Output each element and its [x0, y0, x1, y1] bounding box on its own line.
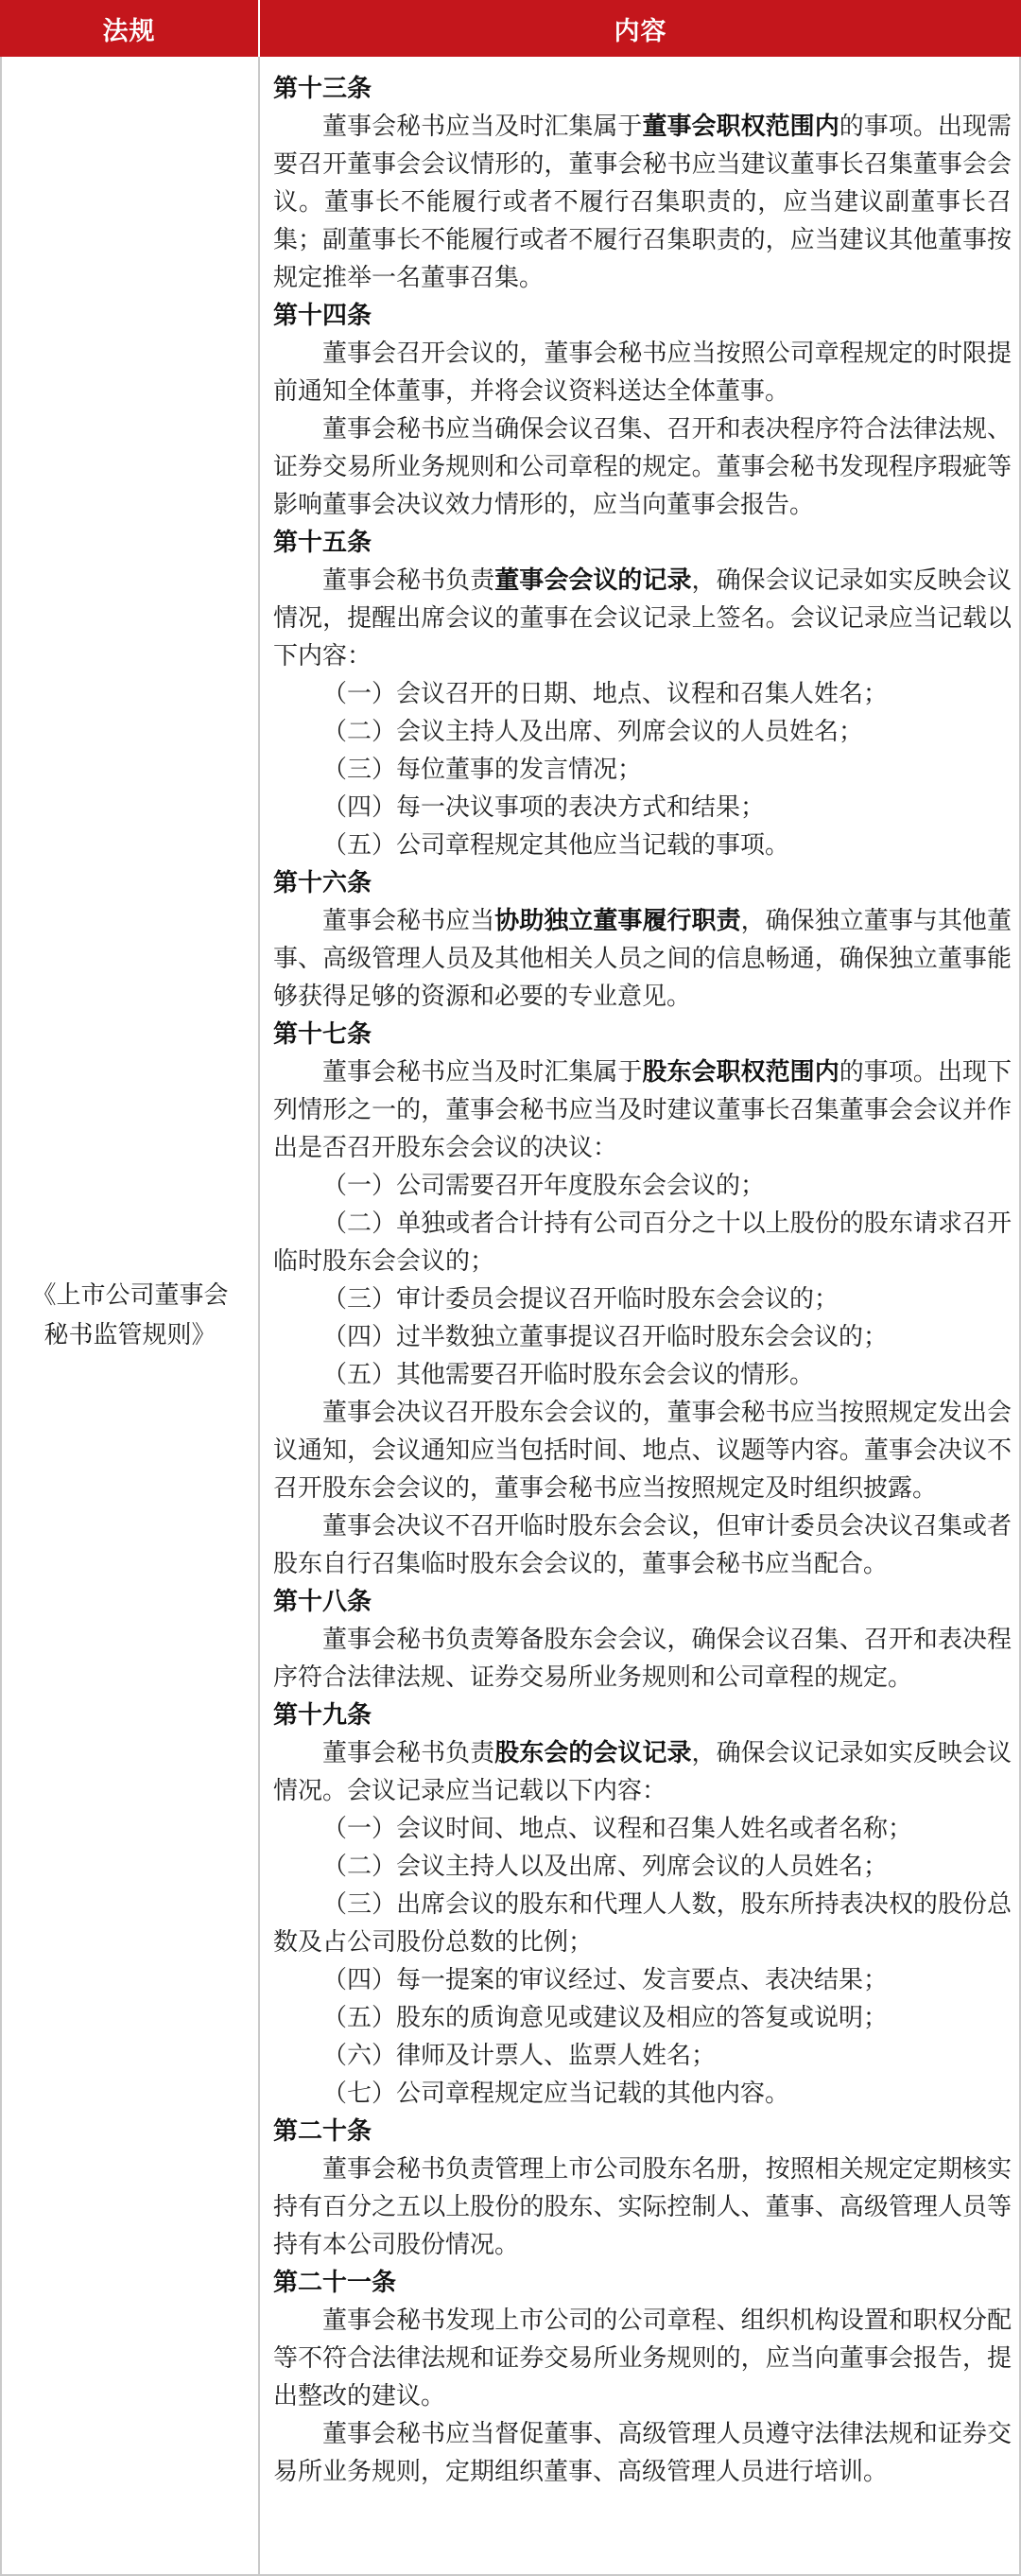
list-item: （四）每一决议事项的表决方式和结果；: [322, 793, 766, 822]
list-item: （五）公司章程规定其他应当记载的事项。: [322, 831, 790, 860]
law-name: 《上市公司董事会秘书监管规则》: [31, 1281, 229, 1349]
paragraph-text: 董事会秘书负责: [322, 566, 495, 595]
article-title: 第十八条: [273, 1588, 372, 1616]
article-paragraph: 董事会秘书发现上市公司的公司章程、组织机构设置和职权分配等不符合法律法规和证券交易所业务规则的，应当向董事会报告，提出整改的建议。: [273, 2306, 1012, 2411]
list-item: （七）公司章程规定应当记载的其他内容。: [322, 2080, 790, 2108]
article: [273, 1697, 1012, 2113]
paragraph-text: 董事会秘书应当: [322, 907, 495, 935]
paragraph-emphasis: 股东会的会议记录: [494, 1739, 692, 1767]
article: [273, 1016, 1012, 1583]
article-paragraph: 董事会秘书应当督促董事、高级管理人员遵守法律法规和证券交易所业务规则，定期组织董事、高级管理人员进行培训。: [273, 2420, 1012, 2486]
header-law-label: 法规: [102, 16, 156, 46]
paragraph-emphasis: 协助独立董事履行职责: [494, 907, 741, 935]
content-cell: [260, 57, 1021, 2576]
article-paragraph: 董事会秘书负责筹备股东会会议，确保会议召集、召开和表决程序符合法律法规、证券交易所业务规则和公司章程的规定。: [273, 1626, 1012, 1692]
header-content-label: 内容: [614, 16, 667, 46]
article-title: 第二十条: [273, 2117, 372, 2146]
article-title: 第十七条: [273, 1020, 372, 1049]
article: [273, 297, 1012, 524]
paragraph-text: ，确保独立董事与其他董事、高级管理人员及其他相关人员之间的信息畅通，确保独立董事能够获得足够的资源和必要的专业意见。: [273, 907, 1012, 1011]
article-paragraph: 董事会决议不召开临时股东会会议，但审计委员会决议召集或者股东自行召集临时股东会会议的，董事会秘书应当配合。: [273, 1512, 1012, 1578]
list-item: （五）其他需要召开临时股东会会议的情形。: [322, 1361, 815, 1389]
list-item: （三）审计委员会提议召开临时股东会会议的；: [322, 1285, 839, 1314]
paragraph-emphasis: 股东会职权范围内: [642, 1058, 839, 1087]
article-paragraph: 董事会召开会议的，董事会秘书应当按照公司章程规定的时限提前通知全体董事，并将会议资料送达全体董事。: [273, 339, 1012, 406]
paragraph-text: ，确保会议记录如实反映会议情况，提醒出席会议的董事在会议记录上签名。会议记录应当记载以下内容：: [273, 566, 1012, 670]
paragraph-emphasis: 董事会职权范围内: [642, 113, 839, 141]
article-paragraph: 董事会秘书负责管理上市公司股东名册，按照相关规定定期核实持有百分之五以上股份的股东、实际控制人、董事、高级管理人员等持有本公司股份情况。: [273, 2155, 1012, 2259]
list-item: （四）过半数独立董事提议召开临时股东会会议的；: [322, 1323, 889, 1351]
law-name-cell: [0, 57, 260, 2576]
list-item: （五）股东的质询意见或建议及相应的答复或说明；: [322, 2004, 889, 2032]
article-title: 第十六条: [273, 869, 372, 897]
article-title: 第二十一条: [273, 2269, 397, 2297]
list-item: （三）出席会议的股东和代理人人数，股东所持表决权的股份总数及占公司股份总数的比例；: [273, 1890, 1012, 1957]
list-item: （二）单独或者合计持有公司百分之十以上股份的股东请求召开临时股东会会议的；: [273, 1210, 1012, 1276]
header-content-column: [260, 0, 1021, 57]
article: [273, 2264, 1012, 2491]
article-paragraph: [273, 562, 1012, 675]
article-paragraph: 董事会决议召开股东会会议的，董事会秘书应当按照规定发出会议通知，会议通知应当包括时间、地点、议题等内容。董事会决议不召开股东会会议的，董事会秘书应当按照规定及时组织披露。: [273, 1399, 1012, 1503]
article-title: 第十五条: [273, 529, 372, 557]
list-item: （二）会议主持人以及出席、列席会议的人员姓名；: [322, 1853, 889, 1881]
paragraph-text: 董事会秘书应当及时汇集属于: [322, 1058, 643, 1087]
list-item: （六）律师及计票人、监票人姓名；: [322, 2042, 717, 2070]
article-title: 第十九条: [273, 1701, 372, 1730]
list-item: （二）会议主持人及出席、列席会议的人员姓名；: [322, 718, 864, 746]
article-title: 第十三条: [273, 75, 372, 103]
paragraph-text: 董事会秘书负责: [322, 1739, 495, 1767]
article-paragraph: [273, 902, 1012, 1016]
paragraph-text: 董事会秘书应当及时汇集属于: [322, 113, 643, 141]
list-item: （一）会议召开的日期、地点、议程和召集人姓名；: [322, 680, 889, 708]
article-paragraph: 董事会秘书应当确保会议召集、召开和表决程序符合法律法规、证券交易所业务规则和公司章程的规定。董事会秘书发现程序瑕疵等影响董事会决议效力情形的，应当向董事会报告。: [273, 415, 1012, 519]
list-item: （一）公司需要召开年度股东会会议的；: [322, 1172, 766, 1200]
article: [273, 1583, 1012, 1697]
article: [273, 2113, 1012, 2264]
paragraph-text: 的事项。出现下列情形之一的，董事会秘书应当及时建议董事长召集董事会会议并作出是否召开股东会会议的决议：: [273, 1058, 1012, 1162]
paragraph-emphasis: 董事会会议的记录: [494, 566, 692, 595]
article: [273, 864, 1012, 1016]
header-law-column: [0, 0, 260, 57]
list-item: （四）每一提案的审议经过、发言要点、表决结果；: [322, 1966, 889, 1994]
article-title: 第十四条: [273, 302, 372, 330]
list-item: （三）每位董事的发言情况；: [322, 756, 643, 784]
paragraph-text: ，确保会议记录如实反映会议情况。会议记录应当记载以下内容：: [273, 1739, 1012, 1805]
list-item: （一）会议时间、地点、议程和召集人姓名或者名称；: [322, 1815, 913, 1843]
article-paragraph: [273, 108, 1012, 297]
article: [273, 70, 1012, 297]
paragraph-text: 的事项。出现需要召开董事会会议情形的，董事会秘书应当建议董事长召集董事会会议。董事长不能履行或者不履行召集职责的，应当建议副董事长召集；副董事长不能履行或者不履行召集职责的，应当建议其他董事按规定推举一名董事召集。: [273, 113, 1012, 292]
article-paragraph: [273, 1734, 1012, 1810]
article: [273, 524, 1012, 864]
article-paragraph: [273, 1053, 1012, 1167]
